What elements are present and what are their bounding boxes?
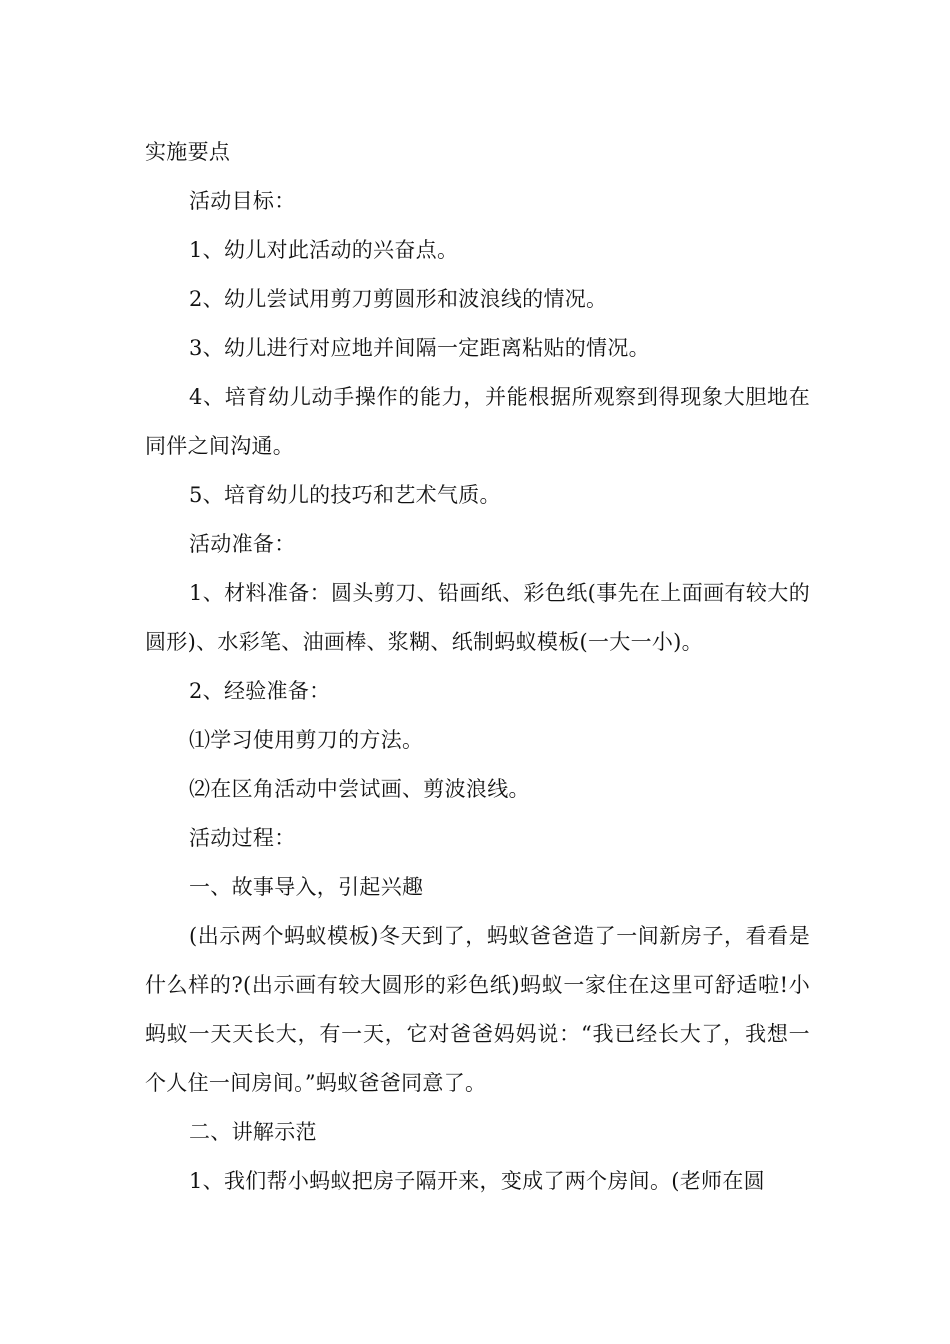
paragraph: 3、幼儿进行对应地并间隔一定距离粘贴的情况。 (189, 336, 650, 360)
paragraph: 4、培育幼儿动手操作的能力，并能根据所观察到得现象大胆地在同伴之间沟通。 (145, 385, 810, 458)
paragraph: ⑴学习使用剪刀的方法。 (189, 728, 424, 752)
paragraph: (出示两个蚂蚁模板)冬天到了，蚂蚁爸爸造了一间新房子，看看是什么样的?(出示画有较大圆形的彩色纸)蚂蚁一家住在这里可舒适啦!小蚂蚁一天天长大，有一天，它对爸爸妈妈说：“我已经长大了，我想一个人住一间房间。”蚂蚁爸爸同意了。 (145, 924, 810, 1095)
paragraph: 5、培育幼儿的技巧和艺术气质。 (189, 483, 501, 507)
paragraph: 一、故事导入，引起兴趣 (189, 875, 424, 899)
paragraph: 1、我们帮小蚂蚁把房子隔开来，变成了两个房间。(老师在圆 (189, 1169, 765, 1193)
paragraph: ⑵在区角活动中尝试画、剪波浪线。 (189, 777, 530, 801)
paragraph: 活动目标： (189, 189, 296, 213)
paragraph: 1、幼儿对此活动的兴奋点。 (189, 238, 459, 262)
document-body (145, 128, 810, 1206)
section-heading: 实施要点 (145, 140, 231, 164)
paragraph: 1、材料准备：圆头剪刀、铅画纸、彩色纸(事先在上面画有较大的圆形)、水彩笔、油画棒、浆糊、纸制蚂蚁模板(一大一小)。 (145, 581, 810, 654)
paragraph: 活动准备： (189, 532, 296, 556)
paragraph: 活动过程： (189, 826, 296, 850)
paragraph: 2、幼儿尝试用剪刀剪圆形和波浪线的情况。 (189, 287, 608, 311)
paragraph: 二、讲解示范 (189, 1120, 317, 1144)
paragraph: 2、经验准备： (189, 679, 331, 703)
